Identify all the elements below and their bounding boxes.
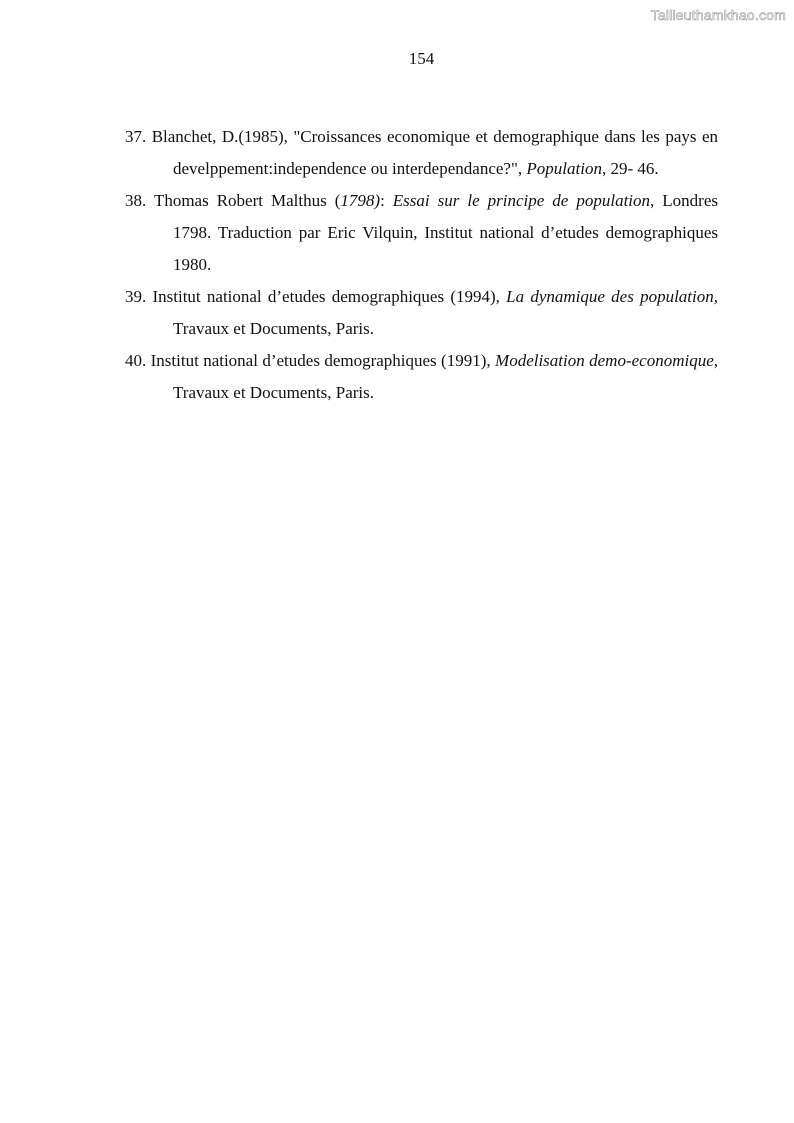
reference-text: Thomas Robert Malthus ( (146, 191, 341, 210)
reference-number: 37. (125, 127, 147, 146)
reference-title: Modelisation demo-economique (495, 351, 714, 370)
reference-text: , 29- 46. (601, 159, 659, 178)
page-number: 154 (408, 49, 435, 68)
reference-item (125, 185, 718, 281)
reference-number: 39. (125, 287, 147, 306)
reference-title: Essai sur le principe de population (392, 191, 651, 210)
watermark-text: Tailieuthamkhao.com (650, 7, 786, 23)
reference-text: Institut national d’etudes demographiques (1994), (146, 287, 507, 306)
reference-journal: Population (526, 159, 602, 178)
reference-year: 1798) (340, 191, 381, 210)
reference-text: , Londres 1798. Traduction par Eric Vilquin, Institut national d’etudes demographiques 1980. (173, 191, 718, 274)
reference-text: Travaux et Documents, Paris. (173, 319, 374, 338)
reference-text: : (380, 191, 393, 210)
reference-number: 40. (125, 351, 147, 370)
reference-item (125, 281, 718, 345)
reference-title: La dynamique des population, (506, 287, 718, 306)
reference-list (125, 121, 718, 409)
reference-text: Blanchet, D.(1985), "Croissances economique et demographique dans les pays en develppement:independence ou interdependance?", (146, 127, 718, 178)
reference-text: , Travaux et Documents, Paris. (173, 351, 719, 402)
reference-item (125, 345, 718, 409)
reference-text: Institut national d’etudes demographiques (1991), (146, 351, 496, 370)
reference-item (125, 121, 718, 185)
reference-number: 38. (125, 191, 147, 210)
